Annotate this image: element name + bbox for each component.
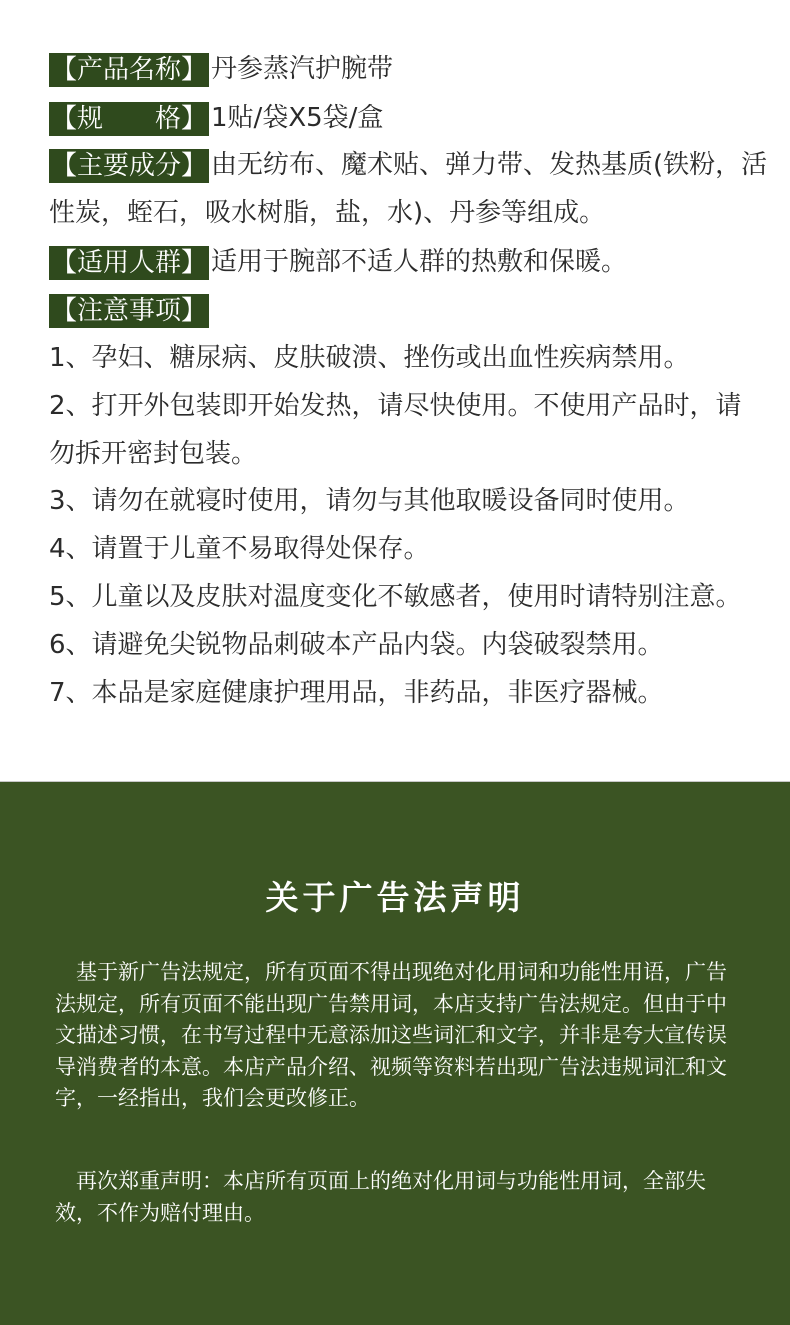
product-spec-row bbox=[49, 94, 754, 142]
note-item: 4、请置于儿童不易取得处保存。 bbox=[49, 534, 430, 564]
ingredients-value-line2: 性炭，蛭石，吸水树脂，盐，水)、丹参等组成。 bbox=[49, 198, 606, 228]
product-name-value: 丹参蒸汽护腕带 bbox=[211, 54, 394, 84]
disclaimer-paragraph-1: 基于新广告法规定，所有页面不得出现绝对化用词和功能性用语，广告法规定，所有页面不能出现广告禁用词，本店支持广告法规定。但由于中文描述习惯，在书写过程中无意添加这些词汇和文字，并非是夸大宣传误导消费者的本意。本店产品介绍、视频等资料若出现广告法违规词汇和文字，一经指出，我们会更改修正。 bbox=[55, 960, 727, 1110]
note-item: 6、请避免尖锐物品刺破本产品内袋。内袋破裂禁用。 bbox=[49, 630, 664, 660]
ad-law-disclaimer-panel bbox=[0, 782, 790, 1325]
product-spec-value: 1贴/袋X5袋/盒 bbox=[211, 103, 384, 133]
ingredients-value-line1: 由无纺布、魔术贴、弹力带、发热基质(铁粉，活 bbox=[211, 150, 768, 180]
product-name-row bbox=[49, 45, 754, 93]
note-item: 勿拆开密封包装。 bbox=[49, 439, 258, 469]
audience-row bbox=[49, 238, 754, 286]
note-item: 7、本品是家庭健康护理用品，非药品，非医疗器械。 bbox=[49, 678, 664, 708]
product-spec-label: 【规 格】 bbox=[51, 103, 208, 134]
ingredients-label: 【主要成分】 bbox=[51, 150, 208, 181]
note-item: 3、请勿在就寝时使用，请勿与其他取暖设备同时使用。 bbox=[49, 486, 690, 516]
ingredients-row bbox=[49, 141, 768, 189]
ingredients-row-2 bbox=[49, 189, 754, 237]
audience-value: 适用于腕部不适人群的热敷和保暖。 bbox=[211, 247, 628, 277]
product-name-label: 【产品名称】 bbox=[51, 54, 208, 85]
note-item: 1、孕妇、糖尿病、皮肤破溃、挫伤或出血性疾病禁用。 bbox=[49, 343, 690, 373]
disclaimer-title: 关于广告法声明 bbox=[265, 878, 525, 917]
notes-heading-row bbox=[49, 286, 754, 334]
audience-label: 【适用人群】 bbox=[51, 247, 208, 278]
notes-label: 【注意事项】 bbox=[51, 295, 208, 326]
note-item: 2、打开外包装即开始发热，请尽快使用。不使用产品时，请 bbox=[49, 391, 742, 421]
note-item: 5、儿童以及皮肤对温度变化不敏感者，使用时请特别注意。 bbox=[49, 582, 742, 612]
disclaimer-paragraph-2: 再次郑重声明：本店所有页面上的绝对化用词与功能性用词，全部失效，不作为赔付理由。 bbox=[55, 1169, 706, 1225]
